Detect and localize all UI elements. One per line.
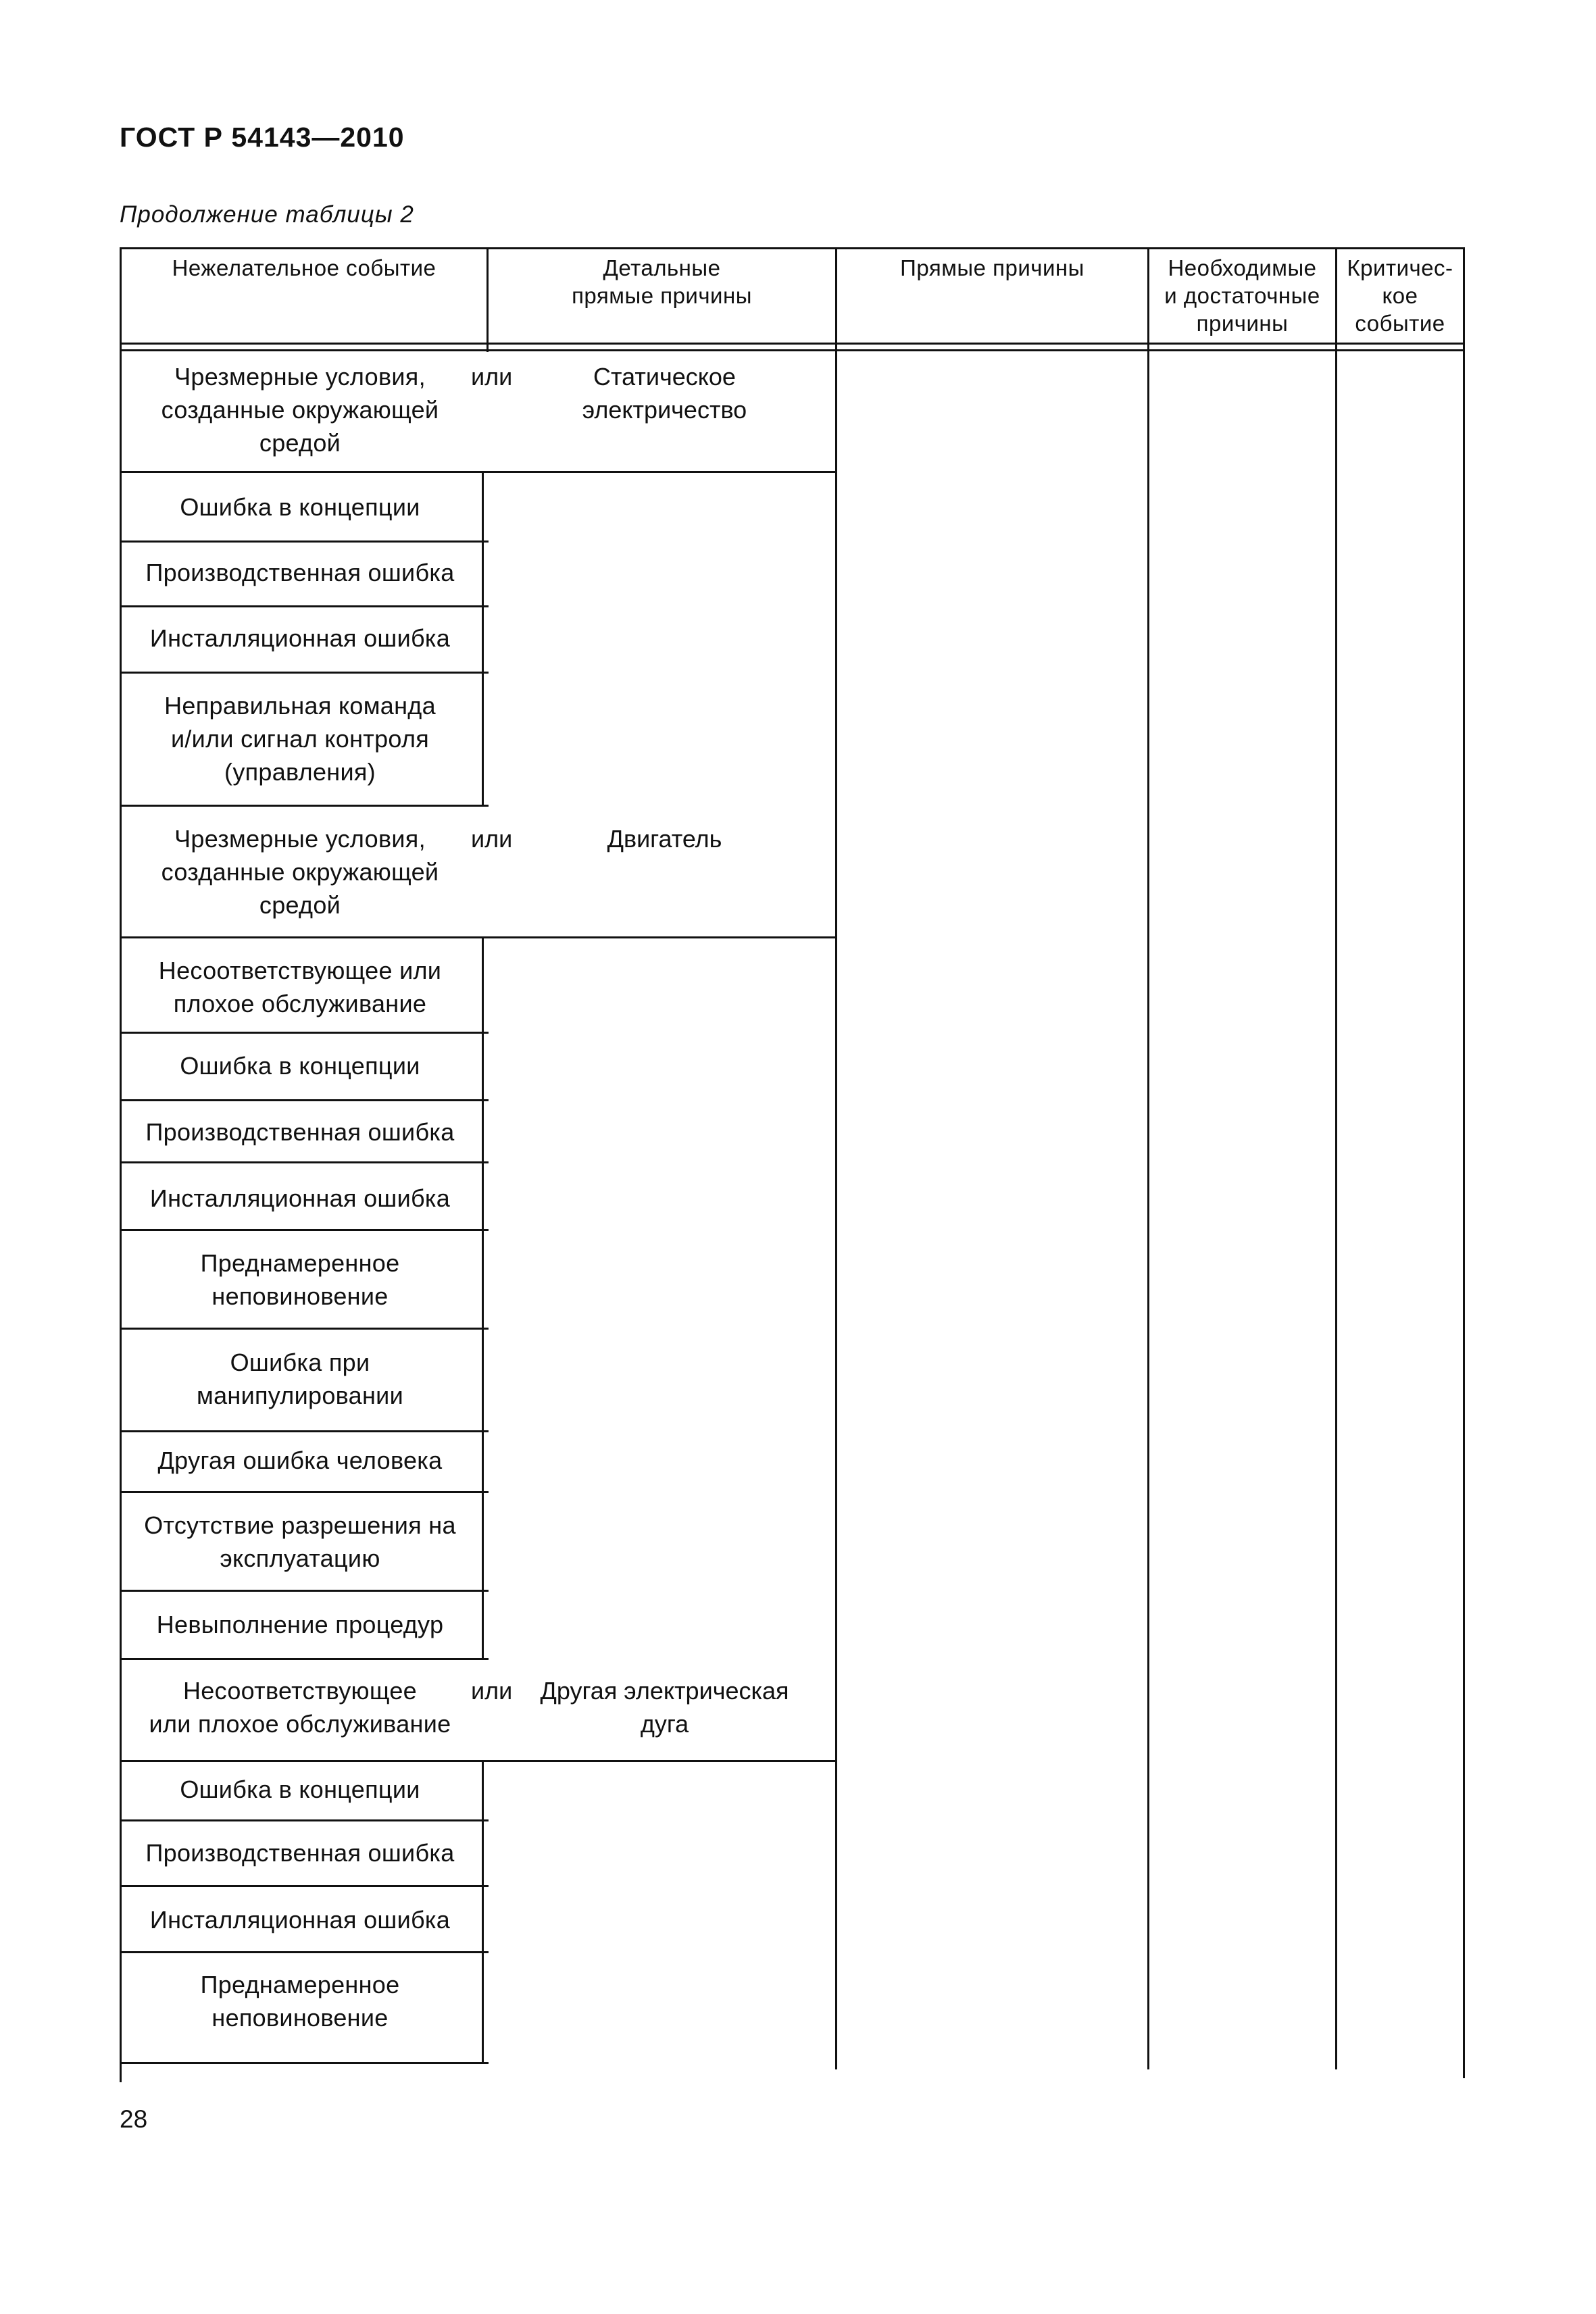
header-critical-event: Критичес- кое событие — [1347, 255, 1453, 336]
row-separator — [120, 1430, 489, 1432]
row-separator — [120, 605, 489, 607]
undesired-event-cell: Другая ошибка человека — [157, 1447, 443, 1474]
undesired-event-cell: Ошибка при манипулировании — [197, 1349, 403, 1409]
or-connector: или — [471, 825, 513, 853]
event-box-edge — [482, 936, 484, 1660]
row-separator — [120, 1491, 489, 1493]
row-separator — [120, 1819, 489, 1821]
event-box-edge — [482, 471, 484, 805]
detailed-cause-cell: Статическое электричество — [582, 363, 747, 424]
row-separator — [120, 1161, 489, 1163]
undesired-event-cell: Отсутствие разрешения на эксплуатацию — [144, 1511, 456, 1572]
undesired-event-cell: Несоответствующее или плохое обслуживание — [158, 957, 442, 1017]
detailed-cause-cell: Другая электрическая дуга — [540, 1677, 789, 1738]
undesired-event-cell: Производственная ошибка — [145, 1118, 455, 1146]
or-connector: или — [471, 363, 513, 391]
undesired-event-cell: Несоответствующее или плохое обслуживание — [149, 1677, 451, 1738]
undesired-event-cell: Преднамеренное неповиновение — [200, 1249, 400, 1310]
header-undesired-event: Нежелательное событие — [172, 255, 437, 280]
undesired-event-cell: Ошибка в концепции — [180, 1776, 420, 1803]
row-separator — [120, 1328, 489, 1330]
row-separator — [120, 805, 489, 807]
table-right-border — [1463, 247, 1465, 2078]
row-separator — [120, 1229, 489, 1231]
undesired-event-cell: Ошибка в концепции — [180, 1052, 420, 1080]
column-divider-2 — [835, 247, 837, 2069]
table-bottom-left — [120, 2062, 489, 2064]
event-box-edge — [482, 1760, 484, 2064]
column-divider-4 — [1335, 247, 1337, 2069]
row-separator — [120, 1951, 489, 1953]
undesired-event-cell: Инсталляционная ошибка — [149, 1184, 451, 1212]
undesired-event-cell: Инсталляционная ошибка — [149, 1906, 451, 1934]
undesired-event-cell: Чрезмерные условия, созданные окружающей средой — [161, 363, 439, 457]
header-necessary-sufficient-causes: Необходимые и достаточные причины — [1164, 255, 1320, 336]
undesired-event-cell: Производственная ошибка — [145, 1839, 455, 1867]
or-connector: или — [471, 1677, 513, 1705]
row-separator — [120, 672, 489, 674]
page-number: 28 — [120, 2105, 148, 2133]
undesired-event-cell: Невыполнение процедур — [156, 1611, 444, 1638]
undesired-event-cell: Чрезмерные условия, созданные окружающей средой — [161, 825, 439, 919]
undesired-event-cell: Инсталляционная ошибка — [149, 624, 451, 652]
header-detailed-direct-causes: Детальные прямые причины — [572, 255, 752, 308]
header-separator-2 — [120, 349, 1465, 351]
undesired-event-cell: Производственная ошибка — [145, 559, 455, 586]
detailed-cause-cell: Двигатель — [607, 825, 722, 853]
row-separator — [120, 1658, 489, 1660]
header-direct-causes: Прямые причины — [900, 255, 1084, 280]
row-separator — [120, 540, 489, 543]
undesired-event-cell: Преднамеренное неповиновение — [200, 1971, 400, 2032]
row-separator — [120, 1032, 489, 1034]
group-separator — [120, 1760, 837, 1762]
row-separator — [120, 1885, 489, 1887]
table-top-border — [120, 247, 1465, 249]
table-caption: Продолжение таблицы 2 — [120, 201, 414, 228]
header-separator-1 — [120, 343, 1465, 345]
group-separator — [120, 471, 837, 473]
undesired-event-cell: Неправильная команда и/или сигнал контроля (управления) — [164, 692, 436, 786]
document-title: ГОСТ Р 54143—2010 — [120, 122, 405, 153]
undesired-event-cell: Ошибка в концепции — [180, 493, 420, 521]
row-separator — [120, 1590, 489, 1592]
row-separator — [120, 1099, 489, 1101]
group-separator — [120, 936, 837, 938]
column-divider-3 — [1147, 247, 1149, 2069]
table-left-border — [120, 247, 122, 2082]
